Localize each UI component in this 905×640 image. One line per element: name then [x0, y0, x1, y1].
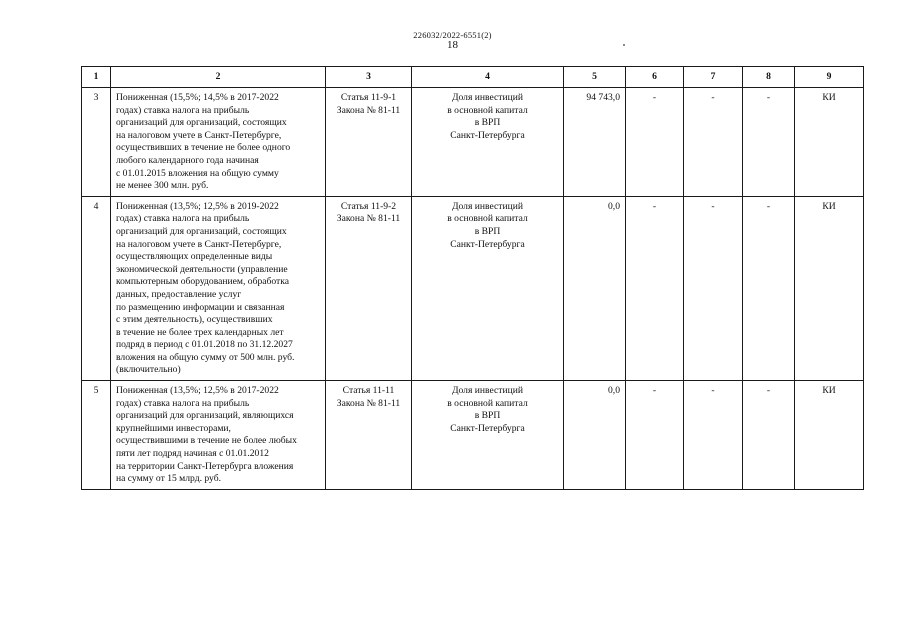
text-line: организаций для организаций, состоящих: [116, 225, 287, 237]
text-line: пяти лет подряд начиная с 01.01.2012: [116, 448, 269, 460]
text-line: осуществляющих определенные виды: [116, 251, 273, 263]
cell-col8: -: [743, 196, 795, 380]
law-reference: [326, 88, 412, 197]
text-line: экономической деятельности (управление: [116, 263, 288, 275]
cell-col7: -: [684, 88, 743, 197]
text-line: компьютерным оборудованием, обработка: [116, 276, 290, 288]
text-line: Доля инвестиций: [451, 92, 524, 103]
column-header: 8: [743, 67, 795, 88]
text-line: организаций для организаций, являющихся: [116, 410, 294, 422]
text-line: Доля инвестиций: [451, 200, 524, 212]
text-line: по размещению информации и связанная: [116, 301, 285, 313]
column-header: 3: [326, 67, 412, 88]
text-line: Закона № 81-11: [336, 104, 401, 116]
text-line: Пониженная (15,5%; 14,5% в 2017-2022: [116, 92, 279, 103]
text-line: не менее 300 млн. руб.: [116, 180, 209, 192]
text-line: на территории Санкт-Петербурга вложения: [116, 460, 294, 472]
text-line: в течение не более трех календарных лет: [116, 326, 284, 338]
cell-col7: -: [684, 196, 743, 380]
text-line: Пониженная (13,5%; 12,5% в 2017-2022: [116, 385, 279, 397]
text-line: Закона № 81-11: [336, 213, 401, 225]
text-line: осуществивших в течение не более одного: [116, 142, 291, 154]
text-line: Доля инвестиций: [451, 385, 524, 397]
table-row: [82, 381, 864, 490]
tax-benefits-table: [81, 66, 864, 490]
page-number: 18: [447, 39, 458, 51]
text-line: годах) ставка налога на прибыль: [116, 104, 250, 116]
text-line: в ВРП: [474, 225, 501, 237]
text-line: годах) ставка налога на прибыль: [116, 397, 250, 409]
text-line: в основной капитал: [447, 397, 528, 409]
cell-col8: -: [743, 88, 795, 197]
text-line: организаций для организаций, состоящих: [116, 117, 287, 129]
law-reference: [326, 196, 412, 380]
target-indicator: [412, 196, 564, 380]
text-line: с 01.01.2015 вложения на общую сумму: [116, 167, 279, 179]
text-line: в основной капитал: [447, 104, 528, 116]
target-indicator: [412, 381, 564, 490]
category-code: КИ: [795, 88, 864, 197]
text-line: годах) ставка налога на прибыль: [116, 213, 250, 225]
text-line: (включительно): [116, 364, 181, 376]
row-number: 4: [82, 196, 111, 380]
text-line: на сумму от 15 млрд. руб.: [116, 473, 222, 485]
text-line: в ВРП: [474, 410, 501, 422]
benefit-description: [111, 88, 326, 197]
text-line: Пониженная (13,5%; 12,5% в 2019-2022: [116, 200, 279, 212]
row-number: 3: [82, 88, 111, 197]
text-line: в ВРП: [474, 117, 501, 129]
column-header: 5: [564, 67, 626, 88]
table-header-row: [82, 67, 864, 88]
scan-speck: [623, 44, 625, 46]
row-number: 5: [82, 381, 111, 490]
cell-col6: -: [626, 88, 684, 197]
text-line: Статья 11-11: [342, 385, 395, 397]
cell-col8: -: [743, 381, 795, 490]
cell-col7: -: [684, 381, 743, 490]
column-header: 7: [684, 67, 743, 88]
text-line: Санкт-Петербурга: [450, 238, 525, 250]
text-line: с этим деятельность), осуществивших: [116, 314, 273, 326]
text-line: любого календарного года начиная: [116, 154, 259, 166]
text-line: Статья 11-9-1: [340, 92, 397, 103]
amount-value: 0,0: [564, 196, 626, 380]
column-header: 1: [82, 67, 111, 88]
column-header: 9: [795, 67, 864, 88]
target-indicator: [412, 88, 564, 197]
text-line: в основной капитал: [447, 213, 528, 225]
text-line: на налоговом учете в Санкт-Петербурге,: [116, 129, 282, 141]
benefit-description: [111, 196, 326, 380]
document-number: 226032/2022-6551(2): [413, 30, 492, 40]
column-header: 2: [111, 67, 326, 88]
cell-col6: -: [626, 381, 684, 490]
text-line: крупнейшими инвесторами,: [116, 422, 231, 434]
column-header: 6: [626, 67, 684, 88]
text-line: осуществившими в течение не более любых: [116, 435, 297, 447]
cell-col6: -: [626, 196, 684, 380]
law-reference: [326, 381, 412, 490]
table-row: [82, 88, 864, 197]
text-line: подряд в период с 01.01.2018 по 31.12.2027: [116, 339, 293, 351]
table-row: [82, 196, 864, 380]
text-line: данных, предоставление услуг: [116, 288, 242, 300]
text-line: Санкт-Петербурга: [450, 129, 525, 141]
amount-value: 0,0: [564, 381, 626, 490]
text-line: вложения на общую сумму от 500 млн. руб.: [116, 351, 295, 363]
page-header: [0, 30, 905, 50]
amount-value: 94 743,0: [564, 88, 626, 197]
category-code: КИ: [795, 381, 864, 490]
text-line: Санкт-Петербурга: [450, 422, 525, 434]
text-line: на налоговом учете в Санкт-Петербурге,: [116, 238, 282, 250]
text-line: Статья 11-9-2: [340, 200, 397, 212]
category-code: КИ: [795, 196, 864, 380]
text-line: Закона № 81-11: [336, 397, 401, 409]
column-header: 4: [412, 67, 564, 88]
benefit-description: [111, 381, 326, 490]
